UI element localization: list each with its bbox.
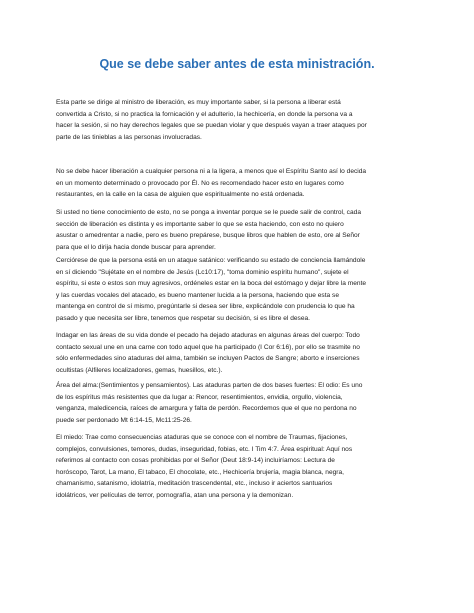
text-line: espíritu, si este o estos son muy agresivos, ordéneles estar en la boca del estómago y dejar libre la mente <box>56 280 367 287</box>
paragraph-soul-area <box>56 380 422 426</box>
text-line: en sí diciendo "Sujétate en el nombre de Jesús (Lc10:17), "toma dominio espíritu humano", sujete el <box>56 268 349 276</box>
text-line: para que el lo dirija hacia donde buscar para aprender. <box>56 243 216 251</box>
text-line: de los espíritus más resistentes que da lugar a: Rencor, resentimientos, envidia, orgullo, violencia, <box>56 393 343 401</box>
text-line: ocultistas (Alfileres localizadores, gemas, huesillos, etc.). <box>56 366 223 374</box>
paragraph-intro <box>56 97 422 143</box>
paragraph-fear <box>56 432 422 501</box>
text-line: en un momento determinado o provocado por Él. No es recomendado hacer esto en lugares como <box>56 179 344 187</box>
text-line: sección de liberación es distinta y es importante saber lo que se esta haciendo, con esto no quiero <box>56 220 344 228</box>
text-line: y las cuerdas vocales del atacado, es bueno mantener lucida a la persona, haciendo que esta se <box>56 291 339 299</box>
paragraph-knowledge <box>56 207 422 253</box>
text-line: sólo enfermedades sino ataduras del alma, también se incluyen Pactos de Sangre; aborto e inserciones <box>56 355 360 362</box>
document-title: Que se debe saber antes de esta ministración. <box>99 57 375 71</box>
text-line: convertida a Cristo, si no practica la fornicación y el adulterio, la hechicería, en donde la persona va a <box>56 110 353 118</box>
text-line: pasado y que necesita ser libre, tenemos que respetar su decisión, si es libre el desea. <box>56 314 311 322</box>
text-line: parte de las tinieblas a las personas involucradas. <box>56 133 202 141</box>
paragraph-no-liberation <box>56 166 422 201</box>
text-line: Área del alma:(Sentimientos y pensamientos). Las ataduras parten de dos bases fuertes: El odio: Es uno <box>56 382 363 389</box>
text-line: complejos, convulsiones, temores, dudas, inseguridad, fobias, etc. I Tim 4:7. Área espiritual: Aquí nos <box>56 445 353 453</box>
paragraph-satanic-attack <box>56 255 422 324</box>
text-line: contacto sexual une en una carne con todo aquel que ha participado (I Cor 6:16), por ello se trasmite no <box>56 343 360 351</box>
text-line: referimos al contacto con cosas prohibidas por el Señor (Deut 18:9-14) incluiríamos: Lectura de <box>56 457 335 464</box>
text-line: asustar o amedrentar a nadie, pero es bueno prepárese, busque libros que hablen de esto, ore al Señor <box>56 232 360 239</box>
paragraph-areas-of-life <box>56 330 422 376</box>
text-line: mantenga en control de sí mismo, pregúntarle si desea ser libre, explicándole con prudencia lo que ha <box>56 303 355 310</box>
text-line: horóscopo, Tarot, La mano, El tabaco, El chocolate, etc., Hechicería brujería, magia blanca, negra, <box>56 468 344 476</box>
text-line: puede ser perdonado Mt 6:14-15, Mc11:25-26. <box>56 416 192 424</box>
text-line: Indagar en las áreas de su vida donde el pecado ha dejado ataduras en algunas áreas del cuerpo: Todo <box>56 332 360 339</box>
text-line: chamanismo, satanismo, idolatría, meditación trascendental, etc., incluso ir aciertos santuarios <box>56 480 333 487</box>
text-line: Esta parte se dirige al ministro de liberación, es muy importante saber, si la persona a liberar está <box>56 99 341 106</box>
text-line: No se debe hacer liberación a cualquier persona ni a la ligera, a menos que el Espíritu Santo así lo decida <box>56 168 367 175</box>
text-line: Cerciórese de que la persona está en un ataque satánico: verificando su estado de conciencia llamándole <box>56 257 366 264</box>
text-line: restaurantes, en la calle en la casa de alguien que espiritualmente no está ordenada. <box>56 191 305 198</box>
text-line: idolátricos, ver películas de terror, pornografía, atan una persona y la demonizan. <box>56 491 294 499</box>
text-line: hacer la sesión, si no hay derechos legales que se puedan violar y que después vayan a traer ataques por <box>56 122 367 129</box>
text-line: El miedo: Trae como consecuencias ataduras que se conoce con el nombre de Traumas, fijaciones, <box>56 434 348 441</box>
text-line: Si usted no tiene conocimiento de esto, no se ponga a inventar porque se le puede salir de control, cada <box>56 209 361 216</box>
text-line: venganza, maledicencia, raíces de amargura y falta de perdón. Recordemos que el que no perdona no <box>56 405 357 412</box>
